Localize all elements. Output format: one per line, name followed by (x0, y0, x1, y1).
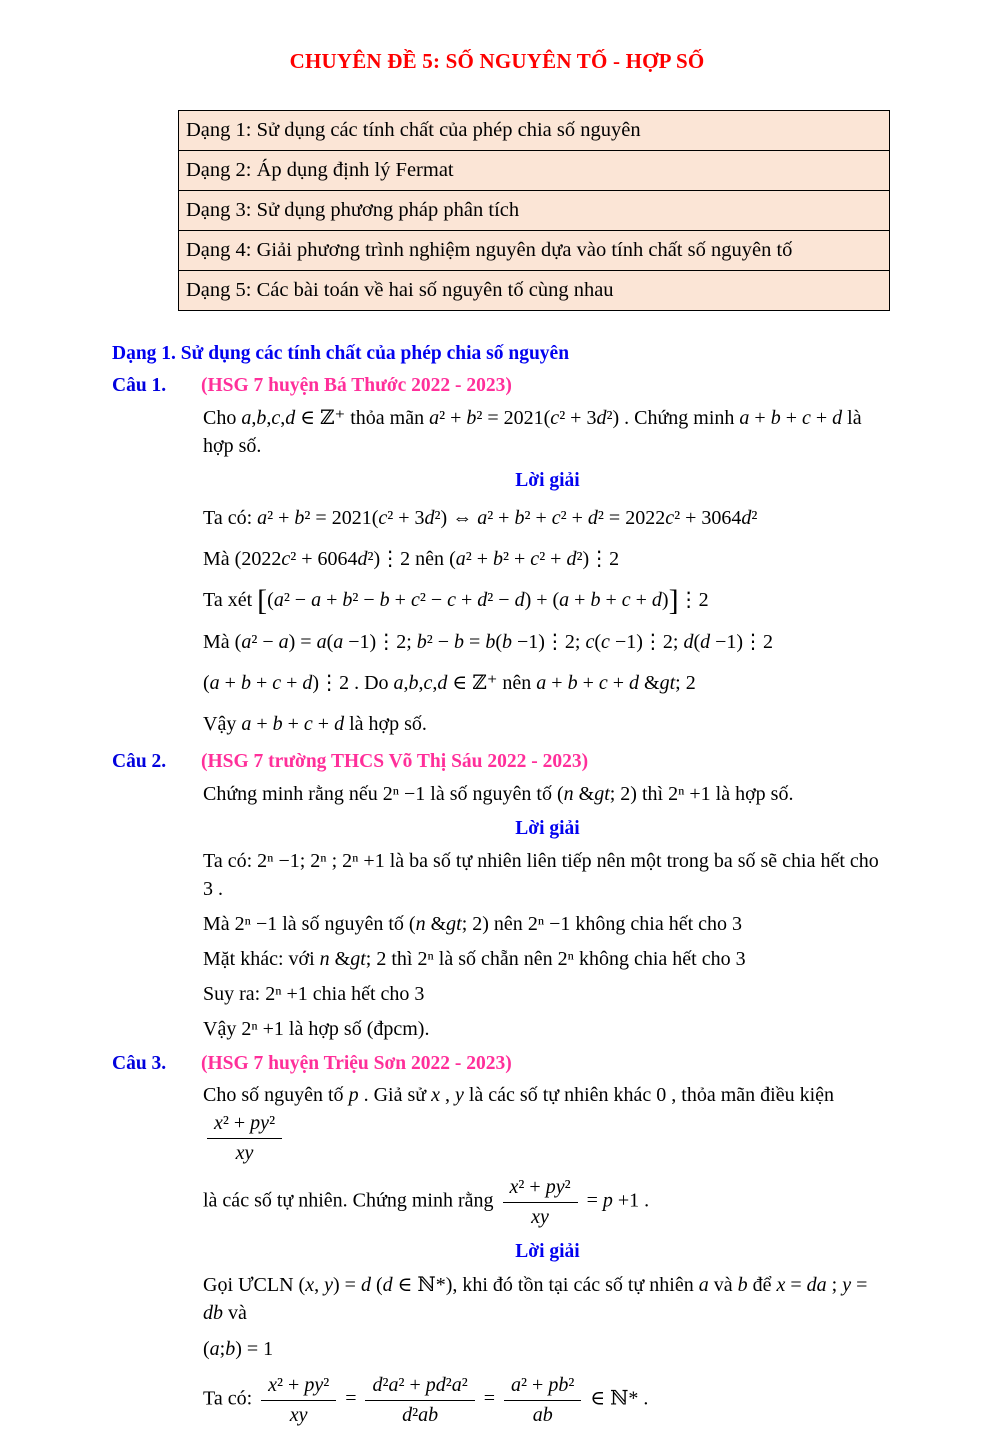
math-run: x = da (776, 1274, 827, 1296)
math-run: (a + b + c + d)⋮2 (203, 672, 350, 694)
solution-line (112, 1271, 892, 1327)
text-run: , (439, 1084, 455, 1106)
text-run: để (747, 1274, 777, 1296)
fraction-numerator: x² + py² (207, 1111, 282, 1139)
text-run: thỏa mãn (345, 407, 430, 429)
math-fraction (261, 1373, 336, 1427)
table-row: Dạng 5: Các bài toán về hai số nguyên tố cùng nhau (179, 271, 890, 311)
solution-line (112, 504, 892, 533)
math-run: 2ⁿ +1 (265, 983, 308, 1005)
math-run: 2ⁿ −1; 2ⁿ ; 2ⁿ +1 (257, 850, 385, 872)
solution-heading: Lời giải (515, 1241, 580, 1262)
math-run: a² + b² = 2021(c² + 3d²) (429, 407, 620, 429)
math-run: 2ⁿ +1 (668, 783, 711, 805)
fraction-denominator: xy (289, 1404, 308, 1426)
table-row: Dạng 4: Giải phương trình nghiệm nguyên dựa vào tính chất số nguyên tố (179, 231, 890, 271)
problem-label: Câu 3. (112, 1053, 167, 1074)
fraction-denominator: xy (531, 1206, 549, 1228)
fraction-numerator: a² + pb² (504, 1373, 581, 1401)
text-run: , thỏa mãn điều kiện (666, 1084, 835, 1106)
text-run: nên (497, 672, 537, 694)
math-run: a + b + c + d &gt; 2 (536, 672, 696, 694)
table-row: Dạng 1: Sử dụng các tính chất của phép chia số nguyên (179, 111, 890, 151)
text-run: Mà (203, 548, 235, 570)
text-run: . (213, 878, 223, 900)
problem-block (112, 375, 892, 739)
problem-label: Câu 1. (112, 375, 167, 396)
solution-line (112, 1335, 892, 1363)
math-run: 2ⁿ −1 (382, 783, 426, 805)
math-run: = p +1 (581, 1189, 640, 1212)
math-run: n &gt; 2 (319, 948, 387, 970)
math-run: y = db (203, 1274, 868, 1324)
solution-line (112, 710, 892, 739)
problem-header (112, 1053, 892, 1075)
text-run: là số nguyên tố (277, 913, 409, 935)
math-run: 0 (656, 1084, 667, 1106)
text-run: là hợp số (đpcm). (283, 1018, 430, 1040)
text-run: là hợp số. (710, 783, 794, 805)
text-run: là hợp số. (203, 407, 862, 457)
problems-container (112, 375, 892, 1429)
math-run: y (454, 1084, 464, 1106)
math-run: a,b,c,d ∈ ℤ⁺ (241, 407, 346, 429)
math-run: 2ⁿ −1 (527, 913, 571, 935)
math-run: (a² − a + b² − b + c² − c + d² − d) + (a + b + c + d) (267, 589, 669, 611)
math-fraction (365, 1373, 474, 1427)
table-row: Dạng 3: Sử dụng phương pháp phân tích (179, 191, 890, 231)
math-run: (2022c² + 6064d²)⋮2 (234, 548, 411, 570)
math-run: 2ⁿ −1 (234, 913, 278, 935)
text-run: ; (826, 1274, 843, 1296)
math-run: (a;b) = 1 (203, 1338, 274, 1360)
text-run: Vậy (203, 713, 242, 735)
math-run: (a² + b² + c² + d²)⋮2 (449, 548, 620, 570)
fraction-denominator: xy (235, 1142, 254, 1164)
math-fraction (504, 1373, 581, 1427)
text-run: là số nguyên tố (425, 783, 557, 805)
text-run: . Chứng minh (619, 407, 740, 429)
table-row: Dạng 2: Áp dụng định lý Fermat (179, 151, 890, 191)
math-run: = (478, 1387, 501, 1410)
math-run: x (431, 1084, 440, 1106)
text-run: và (708, 1274, 738, 1296)
math-run: 2ⁿ (417, 948, 434, 970)
fraction-numerator: d²a² + pd²a² (365, 1373, 474, 1401)
text-run: Vậy (203, 1018, 242, 1040)
math-run: 3 (732, 913, 743, 935)
solution-line (112, 910, 892, 938)
math-run: a² + b² = 2021(c² + 3d²) ⇔ a² + b² + c² + d² = 2022c² + 3064d² (257, 507, 758, 529)
solution-heading: Lời giải (515, 818, 580, 839)
solution-line (112, 1371, 892, 1429)
statement-line (112, 780, 892, 808)
problem-source: (HSG 7 huyện Bá Thước 2022 - 2023) (201, 375, 512, 396)
solution-line (112, 669, 892, 698)
text-run: Mặt khác: với (203, 948, 320, 970)
problem-header (112, 751, 892, 773)
problem-source: (HSG 7 trường THCS Võ Thị Sáu 2022 - 2023) (201, 751, 589, 772)
text-run: Chứng minh rằng nếu (203, 783, 383, 805)
solution-line (112, 628, 892, 657)
text-run: . Do (349, 672, 394, 694)
text-run: Mà (203, 913, 235, 935)
fraction-numerator: x² + py² (503, 1175, 578, 1203)
math-fraction (207, 1111, 282, 1165)
text-run: Cho (203, 407, 242, 429)
statement-line (112, 1081, 892, 1167)
math-run: 3 (735, 948, 746, 970)
page-title: CHUYÊN ĐỀ 5: SỐ NGUYÊN TỐ - HỢP SỐ (289, 49, 705, 73)
text-run: là số chẵn nên (433, 948, 558, 970)
text-run: là các số tự nhiên khác (463, 1084, 657, 1106)
math-run: 2ⁿ +1 (241, 1018, 284, 1040)
text-run: Gọi ƯCLN (203, 1274, 299, 1296)
text-run: , khi đó tồn tại các số tự nhiên (452, 1274, 699, 1296)
text-run: chia hết cho (307, 983, 415, 1005)
problem-block (112, 751, 892, 1043)
text-run: nên (488, 913, 528, 935)
topic-types-rows (179, 111, 890, 311)
text-run: không chia hết cho (573, 948, 736, 970)
text-run: là các số tự nhiên. Chứng minh rằng (203, 1189, 499, 1212)
math-run: a,b,c,d ∈ ℤ⁺ (393, 672, 498, 694)
problem-block (112, 1053, 892, 1429)
problem-label: Câu 2. (112, 751, 167, 772)
solution-heading: Lời giải (515, 470, 580, 491)
text-run: nên (410, 548, 450, 570)
text-run: thì (636, 783, 669, 805)
math-run: 3 (414, 983, 425, 1005)
math-run: (n &gt; 2) (408, 913, 489, 935)
math-run: ⋮2 (678, 589, 709, 611)
topic-types-table (178, 110, 890, 311)
solution-line (112, 847, 892, 903)
problem-header (112, 375, 892, 397)
solution-line (112, 980, 892, 1008)
text-run: Suy ra: (203, 983, 266, 1005)
solution-line (112, 545, 892, 574)
math-run: 3 (203, 878, 213, 900)
math-run: (n &gt; 2) (556, 783, 637, 805)
text-run: Ta xét (203, 589, 258, 611)
text-run: Cho số nguyên tố (203, 1084, 349, 1106)
math-run: (a² − a) = a(a −1)⋮2; b² − b = b(b −1)⋮2; c(c −1)⋮2; d(d −1)⋮2 (234, 631, 774, 653)
text-run: . (639, 1189, 650, 1212)
text-run: và (223, 1302, 247, 1324)
math-run: = (340, 1387, 362, 1410)
problem-source: (HSG 7 huyện Triệu Sơn 2022 - 2023) (201, 1053, 512, 1074)
text-run: là hợp số. (344, 713, 427, 735)
math-run: b (737, 1274, 748, 1296)
math-run: a + b + c + d (739, 407, 843, 429)
text-run: Ta có: (203, 507, 258, 529)
math-run: ∈ ℕ* . (585, 1387, 649, 1410)
text-run: thì (386, 948, 418, 970)
fraction-denominator: ab (532, 1404, 553, 1426)
big-bracket: [ (257, 584, 268, 617)
solution-line (112, 945, 892, 973)
text-run: Ta có: (203, 850, 258, 872)
section-heading: Dạng 1. Sử dụng các tính chất của phép chia số nguyên (112, 343, 570, 364)
statement-line (112, 404, 892, 460)
text-run: . Giả sử (358, 1084, 432, 1106)
math-run: (x, y) = d (d ∈ ℕ*) (298, 1274, 453, 1296)
text-run: không chia hết cho (570, 913, 733, 935)
math-run: 2ⁿ (557, 948, 574, 970)
big-bracket: ] (668, 584, 679, 617)
solution-line (112, 586, 892, 616)
text-run: Ta có: (203, 1387, 258, 1410)
text-run: là ba số tự nhiên liên tiếp nên một trong ba số sẽ chia hết cho (384, 850, 879, 872)
fraction-denominator: d²ab (402, 1404, 439, 1426)
math-run: p (348, 1084, 359, 1106)
math-run: a + b + c + d (241, 713, 345, 735)
content-area (112, 343, 892, 1429)
math-run: a (698, 1274, 709, 1296)
math-fraction (503, 1175, 578, 1229)
solution-line (112, 1015, 892, 1043)
statement-line (112, 1173, 892, 1231)
fraction-numerator: x² + py² (261, 1373, 336, 1401)
text-run: Mà (203, 631, 235, 653)
